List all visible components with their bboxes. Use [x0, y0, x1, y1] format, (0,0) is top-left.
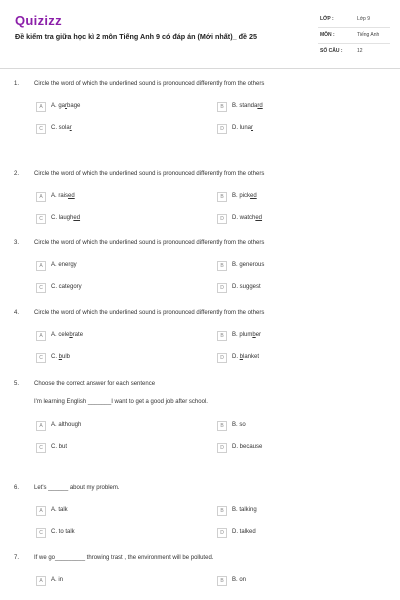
option-letter-box: D: [217, 353, 227, 363]
option-text: D. lunar: [232, 125, 254, 131]
option-letter-box: C: [36, 443, 46, 453]
underlined-sound: rd: [257, 103, 263, 109]
option-letter-box: B: [217, 261, 227, 271]
underlined-sound: r: [251, 125, 254, 131]
option-text: A. garbage: [51, 103, 81, 109]
option-letter-box: D: [217, 443, 227, 453]
option-text: C. solar: [51, 125, 72, 131]
option-letter-box: A: [36, 576, 46, 586]
option-text: B. so: [232, 422, 246, 428]
option-text: D. blanket: [232, 354, 260, 360]
option-text: D. because: [232, 444, 263, 450]
option-text: B. on: [232, 577, 247, 583]
option-text: B. generous: [232, 262, 265, 268]
option-text: B. picked: [232, 193, 257, 199]
question-text: If we go_________ throwing trast , the environment will be polluted.: [34, 555, 214, 561]
option-text: A. in: [51, 577, 64, 583]
option-text: C. laughed: [51, 215, 81, 221]
underlined-sound: b: [252, 332, 256, 338]
option-letter-box: D: [217, 214, 227, 224]
question-text: Circle the word of which the underlined sound is pronounced differently from the others: [34, 310, 265, 316]
option-text: B. talking: [232, 507, 257, 513]
option-letter-box: B: [217, 331, 227, 341]
option-text: D. watched: [232, 215, 263, 221]
quizizz-logo: Quizizz: [15, 13, 62, 28]
option-letter-box: B: [217, 192, 227, 202]
meta-value: 12: [357, 48, 363, 54]
question-text: Choose the correct answer for each sentence: [34, 381, 156, 387]
worksheet-meta: [318, 12, 390, 60]
option-letter-box: A: [36, 421, 46, 431]
meta-row-question-count: [318, 44, 390, 60]
option-text: A. although: [51, 422, 82, 428]
option-text: C. to talk: [51, 529, 75, 535]
option-letter-box: B: [217, 506, 227, 516]
question-text: Circle the word of which the underlined sound is pronounced differently from the others: [34, 81, 265, 87]
meta-value: Lớp 9: [357, 16, 371, 22]
header-divider: [0, 68, 400, 69]
option-letter-box: B: [217, 421, 227, 431]
option-letter-box: D: [217, 283, 227, 293]
option-letter-box: C: [36, 353, 46, 363]
option-text: A. raised: [51, 193, 75, 199]
option-text: A. talk: [51, 507, 68, 513]
underlined-sound: r: [65, 103, 68, 109]
option-text: D. suggest: [232, 284, 261, 290]
option-text: A. energy: [51, 262, 77, 268]
underlined-sound: ed: [255, 215, 263, 221]
worksheet-header: [0, 0, 400, 70]
underlined-sound: b: [239, 354, 244, 360]
meta-row-grade: [318, 12, 390, 28]
option-letter-box: A: [36, 102, 46, 112]
question-number: 4.: [14, 310, 20, 316]
underlined-sound: ed: [250, 193, 257, 199]
underlined-sound: b: [69, 332, 73, 338]
option-text: C. category: [51, 284, 82, 290]
option-letter-box: B: [217, 576, 227, 586]
option-text: C. but: [51, 444, 68, 450]
underlined-sound: r: [69, 125, 72, 131]
question-number: 1.: [14, 81, 20, 87]
question-number: 6.: [14, 485, 20, 491]
option-letter-box: C: [36, 283, 46, 293]
underlined-sound: b: [58, 354, 63, 360]
question-text: Circle the word of which the underlined sound is pronounced differently from the others: [34, 171, 265, 177]
meta-row-subject: [318, 28, 390, 44]
option-letter-box: C: [36, 214, 46, 224]
meta-label: LỚP :: [320, 16, 334, 22]
option-letter-box: C: [36, 124, 46, 134]
option-text: B. plumber: [232, 332, 262, 338]
option-text: A. celebrate: [51, 332, 84, 338]
option-letter-box: D: [217, 124, 227, 134]
question-text: Let's ______ about my problem.: [34, 485, 120, 491]
question-number: 5.: [14, 381, 20, 387]
question-number: 2.: [14, 171, 20, 177]
option-letter-box: A: [36, 192, 46, 202]
option-letter-box: A: [36, 331, 46, 341]
underlined-sound: ed: [68, 193, 75, 199]
worksheet-title: Đề kiểm tra giữa học kì 2 môn Tiếng Anh 9 có đáp án (Mới nhất)_ đề 25: [15, 32, 257, 41]
option-text: C. bulb: [51, 354, 71, 360]
underlined-sound: ed: [73, 215, 81, 221]
option-text: D. talked: [232, 529, 256, 535]
option-letter-box: C: [36, 528, 46, 538]
question-number: 3.: [14, 240, 20, 246]
option-letter-box: B: [217, 102, 227, 112]
meta-label: SỐ CÂU :: [320, 48, 343, 54]
question-number: 7.: [14, 555, 20, 561]
meta-value: Tiếng Anh: [357, 32, 380, 38]
option-letter-box: A: [36, 261, 46, 271]
option-letter-box: A: [36, 506, 46, 516]
question-text: Circle the word of which the underlined sound is pronounced differently from the others: [34, 240, 265, 246]
option-letter-box: D: [217, 528, 227, 538]
option-text: B. standard: [232, 103, 263, 109]
question-sentence: I'm learning English _______I want to get a good job after school.: [34, 399, 208, 405]
meta-label: MÔN :: [320, 32, 335, 38]
